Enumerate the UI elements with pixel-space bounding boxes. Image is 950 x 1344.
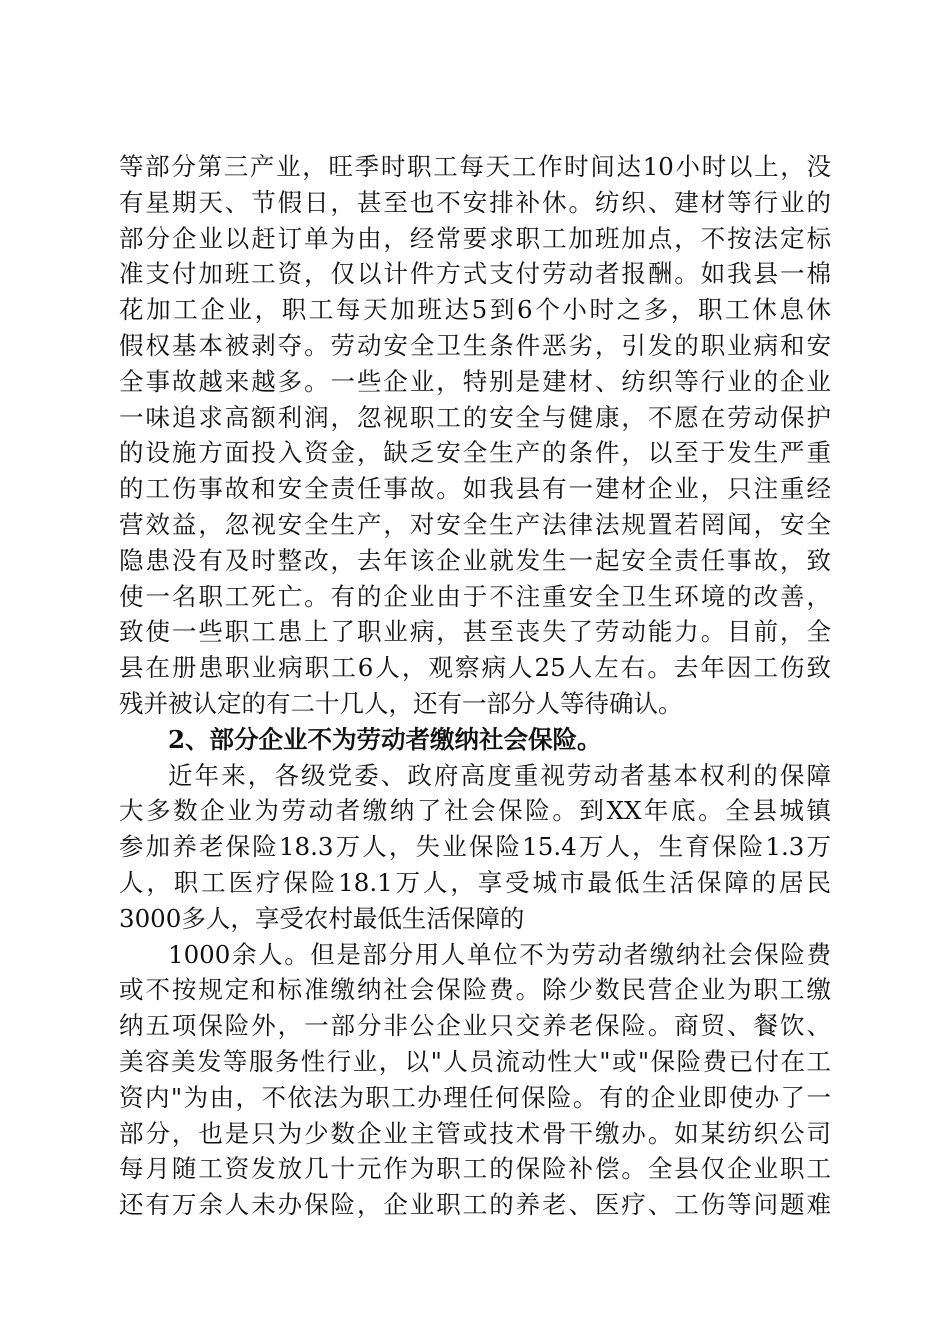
text-line: 营效益，忽视安全生产，对安全生产法律法规置若罔闻，安全 [119, 509, 831, 539]
text-line: 隐患没有及时整改，去年该企业就发生一起安全责任事故，致 [119, 545, 831, 575]
text-line: 有星期天、节假日，甚至也不安排补休。纺织、建材等行业的 [119, 187, 831, 217]
text-line: 等部分第三产业，旺季时职工每天工作时间达10小时以上，没 [119, 152, 831, 181]
paragraph-first-line: 1000余人。但是部分用人单位不为劳动者缴纳社会保险费 [168, 939, 831, 969]
text-line: 部分企业以赶订单为由，经常要求职工加班加点，不按法定标 [119, 223, 831, 253]
text-line: 大多数企业为劳动者缴纳了社会保险。到XX年底。全县城镇 [119, 796, 831, 826]
text-line: 纳五项保险外，一部分非公企业只交养老保险。商贸、餐饮、 [119, 1011, 831, 1041]
text-line: 花加工企业，职工每天加班达5到6个小时之多，职工休息休 [119, 295, 831, 325]
section-heading: 2、部分企业不为劳动者缴纳社会保险。 [168, 724, 602, 754]
text-line: 参加养老保险18.3万人，失业保险15.4万人，生育保险1.3万 [119, 832, 831, 862]
text-line: 一味追求高额利润，忽视职工的安全与健康，不愿在劳动保护 [119, 402, 831, 432]
text-line: 使一名职工死亡。有的企业由于不注重安全卫生环境的改善， [119, 581, 831, 611]
body-text [119, 149, 831, 1223]
text-line: 3000多人，享受农村最低生活保障的 [119, 903, 525, 933]
text-line: 还有万余人未办保险，企业职工的养老、医疗、工伤等问题难 [119, 1190, 831, 1220]
text-line: 残并被认定的有二十几人，还有一部分人等待确认。 [119, 688, 683, 718]
text-line: 资内"为由，不依法为职工办理任何保险。有的企业即使办了一 [119, 1082, 831, 1112]
text-line: 县在册患职业病职工6人，观察病人25人左右。去年因工伤致 [119, 653, 831, 683]
text-line: 部分，也是只为少数企业主管或技术骨干缴办。如某纺织公司 [119, 1118, 831, 1148]
text-line: 全事故越来越多。一些企业，特别是建材、纺织等行业的企业 [119, 366, 831, 396]
text-line: 或不按规定和标准缴纳社会保险费。除少数民营企业为职工缴 [119, 975, 831, 1005]
paragraph-first-line: 近年来，各级党委、政府高度重视劳动者基本权利的保障 [168, 760, 831, 790]
text-line: 致使一些职工患上了职业病，甚至丧失了劳动能力。目前，全 [119, 617, 831, 647]
text-line: 的工伤事故和安全责任事故。如我县有一建材企业，只注重经 [119, 474, 831, 504]
text-line: 人，职工医疗保险18.1万人，享受城市最低生活保障的居民 [119, 867, 831, 897]
text-line: 准支付加班工资，仅以计件方式支付劳动者报酬。如我县一棉 [119, 259, 831, 289]
text-line: 每月随工资发放几十元作为职工的保险补偿。全县仅企业职工 [119, 1154, 831, 1184]
text-line: 假权基本被剥夺。劳动安全卫生条件恶劣，引发的职业病和安 [119, 330, 831, 360]
text-line: 的设施方面投入资金，缺乏安全生产的条件，以至于发生严重 [119, 438, 831, 468]
text-line: 美容美发等服务性行业，以"人员流动性大"或"保险费已付在工 [119, 1046, 831, 1076]
